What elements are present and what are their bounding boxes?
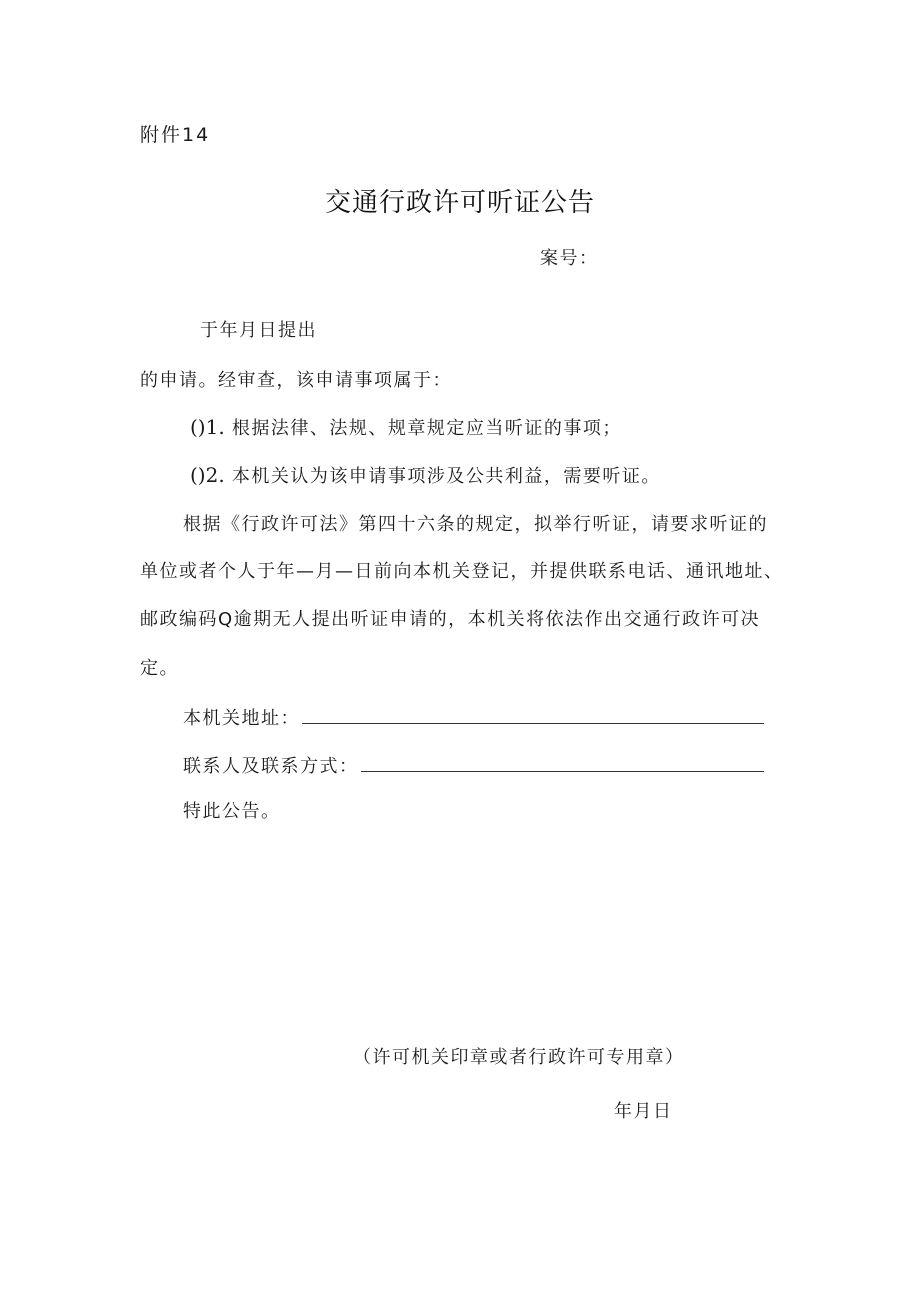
address-label: 本机关地址： bbox=[183, 708, 300, 729]
address-row bbox=[183, 704, 764, 730]
application-review-line: 的申请。经审查，该申请事项属于： bbox=[140, 370, 452, 391]
closing-notice: 特此公告。 bbox=[183, 801, 281, 822]
contact-label: 联系人及联系方式： bbox=[183, 756, 359, 777]
option-2-text: 本机关认为该申请事项涉及公共利益，需要听证。 bbox=[231, 466, 661, 487]
option-1-mark: ()1. bbox=[190, 415, 225, 439]
basis-line-2: 单位或者个人于年—月—日前向本机关登记，并提供联系电话、通讯地址、 bbox=[140, 561, 784, 582]
seal-note: （许可机关印章或者行政许可专用章） bbox=[353, 1047, 685, 1068]
contact-blank-line bbox=[361, 770, 764, 772]
option-item-2 bbox=[190, 462, 661, 488]
document-title: 交通行政许可听证公告 bbox=[324, 188, 595, 218]
address-blank-line bbox=[302, 722, 764, 724]
option-item-1 bbox=[190, 414, 622, 440]
basis-line-3: 邮政编码Q逾期无人提出听证申请的，本机关将依法作出交通行政许可决 bbox=[140, 609, 761, 630]
contact-row bbox=[183, 752, 764, 778]
basis-line-1: 根据《行政许可法》第四十六条的规定，拟举行听证，请要求听证的 bbox=[183, 514, 768, 535]
option-1-text: 根据法律、法规、规章规定应当听证的事项； bbox=[231, 418, 622, 439]
attachment-number: 附件14 bbox=[140, 124, 211, 146]
option-2-mark: ()2. bbox=[190, 463, 225, 487]
issue-date: 年月日 bbox=[614, 1101, 673, 1122]
basis-line-4: 定。 bbox=[140, 658, 179, 679]
case-number-label: 案号： bbox=[540, 248, 599, 269]
application-date-line: 于年月日提出 bbox=[200, 320, 317, 341]
